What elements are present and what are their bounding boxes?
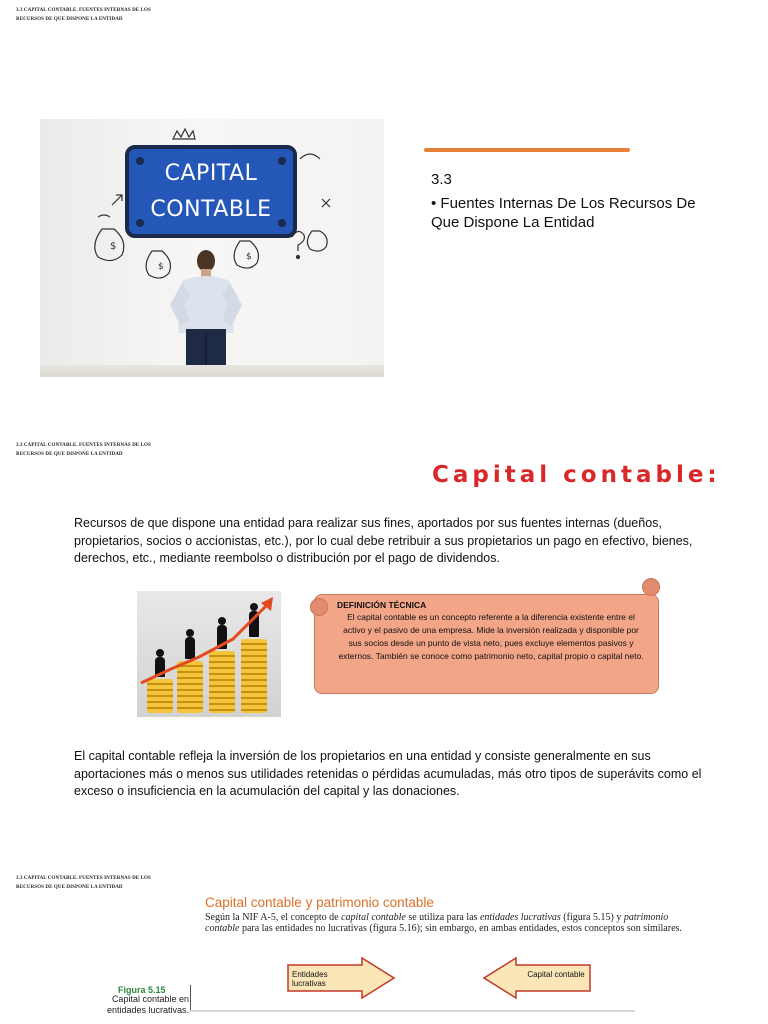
capital-paragraph: El capital contable refleja la inversión de los propietarios en una entidad y consiste generalmente en sus aportaciones más o menos sus utilidades retenidas o pérdidas acumuladas, más otro tipos de superávits como el exceso o insuficiencia en la acumulación del capital y las donaciones. (74, 749, 702, 798)
definition-body: El capital contable es un concepto referente a la diferencia existente entre el activo y el pasivo de una empresa. Mide la inversión realizada y disponible por sus socios desde un punto de vista neto, pues excluye elementos pasivos y externos. También se conoce como patrimonio neto, capital propio o capital neto. (338, 612, 644, 661)
header-line-2: RECURSOS DE QUE DISPONE LA ENTIDAD (16, 17, 123, 22)
slide-header (16, 874, 151, 892)
arrow-label-entidades: Entidades lucrativas (292, 970, 328, 988)
man-figure (40, 119, 384, 377)
header-line-2: RECURSOS DE QUE DISPONE LA ENTIDAD (16, 452, 123, 457)
figure-label: Figura 5.15 (118, 985, 166, 995)
sign-line-2: CONTABLE (150, 196, 272, 222)
arrow-label-capital: Capital contable (527, 970, 585, 979)
slide-title: Capital contable: (432, 462, 721, 488)
figure-heading: Capital contable y patrimonio contable (205, 895, 434, 910)
definition-title: DEFINICIÓN TÉCNICA (337, 600, 427, 610)
section-title: • Fuentes Internas De Los Recursos De Que Dispone La Entidad (431, 195, 696, 231)
capital-contable-photo (40, 119, 384, 377)
floor (40, 365, 384, 377)
orange-divider (424, 148, 630, 152)
slide-header (16, 6, 151, 24)
header-line-1: 3.3 CAPITAL CONTABLE. FUENTES INTERNAS DE LOS (16, 876, 151, 881)
svg-text:$: $ (246, 252, 252, 262)
section-number: 3.3 (431, 171, 452, 188)
scroll-curl (310, 598, 328, 616)
growth-arrow-icon (137, 591, 281, 717)
coins-business-people-image (137, 591, 281, 717)
scroll-curl (642, 578, 660, 596)
header-line-1: 3.3 CAPITAL CONTABLE. FUENTES INTERNAS DE LOS (16, 443, 151, 448)
sign-line-1: CAPITAL (164, 160, 258, 186)
svg-text:$: $ (110, 241, 117, 252)
definition-paragraph: Recursos de que dispone una entidad para realizar sus fines, aportados por sus fuentes internas (dueños, propietarios, socios o accionistas, etc.), por lo cual debe retribuir a sus propietarios un pago en efectivo, bienes, derechos, etc., mediante reembolso o distribución por el pago de dividendos. (74, 516, 693, 565)
caption-divider (190, 985, 191, 1011)
figure-baseline (190, 1010, 635, 1012)
header-line-1: 3.3 CAPITAL CONTABLE. FUENTES INTERNAS DE LOS (16, 8, 151, 13)
header-line-2: RECURSOS DE QUE DISPONE LA ENTIDAD (16, 885, 123, 890)
svg-text:$: $ (158, 262, 164, 272)
figure-paragraph: Según la NIF A-5, el concepto de capital contable se utiliza para las entidades lucrativas (figura 5.15) y patrimonio contable para las entidades no lucrativas (figura 5.16); sin embargo, en ambas entidades, estos conceptos son similares. (205, 912, 682, 934)
slide-header (16, 441, 151, 459)
figure-caption: Capital contable en entidades lucrativas. (106, 994, 189, 1015)
